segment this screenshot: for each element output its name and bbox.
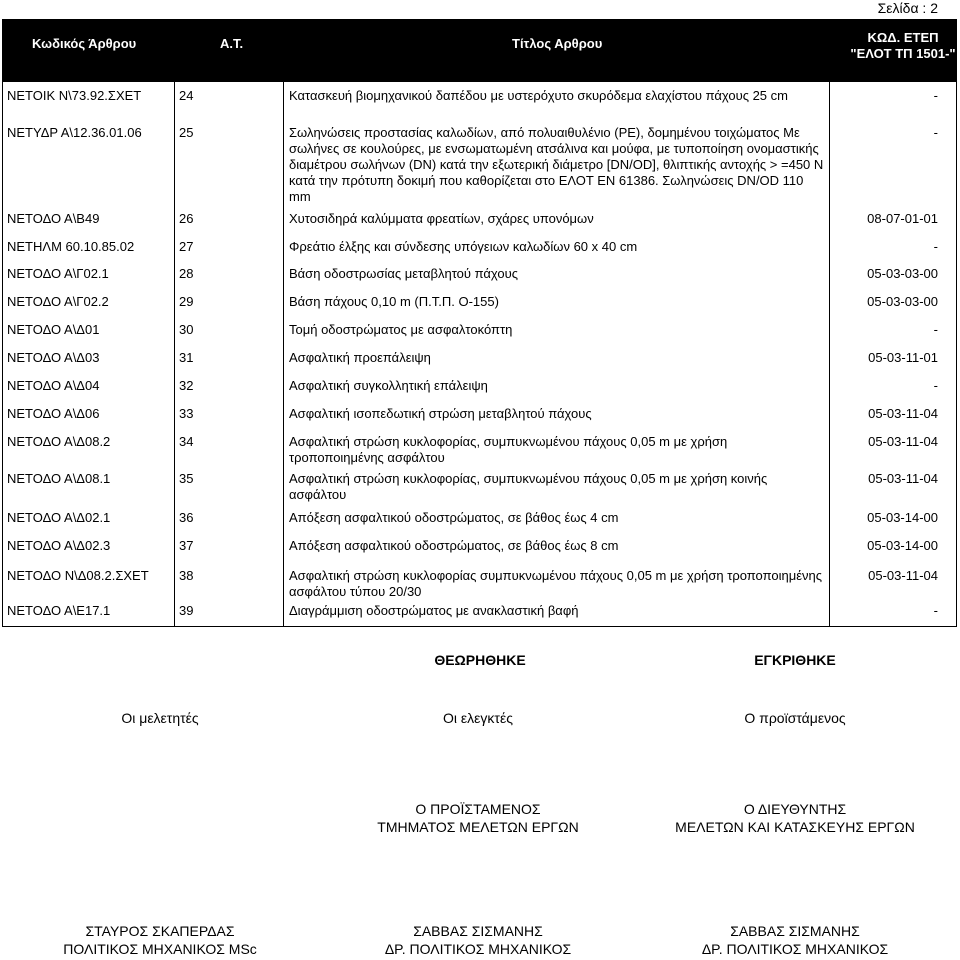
dept-head-line1: Ο ΠΡΟΪΣΤΑΜΕΝΟΣ: [415, 801, 541, 817]
person1-name: ΣΤΑΥΡΟΣ ΣΚΑΠΕΡΔΑΣ: [85, 923, 235, 939]
row-code: ΝΕΤΟΔΟ Α\Δ02.1: [7, 510, 111, 525]
row-ked: -: [933, 603, 938, 618]
row-ked: 08-07-01-01: [867, 211, 938, 226]
row-ked: 05-03-14-00: [867, 510, 938, 525]
row-code: ΝΕΤΟΔΟ Α\Δ08.2: [7, 434, 111, 449]
person3-title: ΔΡ. ΠΟΛΙΤΙΚΟΣ ΜΗΧΑΝΙΚΟΣ: [701, 941, 889, 957]
row-at: 31: [179, 350, 194, 365]
column-divider: [283, 82, 284, 626]
row-title: Κατασκευή βιομηχανικού δαπέδου με υστερόχυτο σκυρόδεμα ελαχίστου πάχους 25 cm: [289, 88, 788, 103]
row-code: ΝΕΤΥΔΡ Α\12.36.01.06: [7, 125, 142, 140]
row-ked: 05-03-03-00: [867, 266, 938, 281]
header-title: Τίτλος Αρθρου: [512, 36, 603, 51]
header-ked-line2: "ΕΛΟΤ ΤΠ 1501-": [850, 46, 956, 62]
row-at: 28: [179, 266, 194, 281]
person1-block: [30, 922, 290, 958]
person2-block: [348, 922, 608, 958]
reviewed-label: ΘΕΩΡΗΘΗΚΕ: [434, 652, 526, 668]
row-title: Διαγράμμιση οδοστρώματος με ανακλαστική βαφή: [289, 603, 579, 618]
row-ked: -: [933, 125, 938, 140]
row-code: ΝΕΤΟΔΟ Α\Δ01: [7, 322, 100, 337]
dept-head-line2: ΤΜΗΜΑΤΟΣ ΜΕΛΕΤΩΝ ΕΡΓΩΝ: [377, 819, 579, 835]
row-ked: -: [933, 322, 938, 337]
row-code: ΝΕΤΟΔΟ Α\Δ03: [7, 350, 100, 365]
row-at: 27: [179, 239, 194, 254]
row-ked: -: [933, 378, 938, 393]
row-ked: -: [933, 88, 938, 103]
row-ked: 05-03-11-04: [868, 434, 938, 449]
row-at: 33: [179, 406, 194, 421]
row-at: 34: [179, 434, 194, 449]
row-title: Βάση πάχους 0,10 m (Π.Τ.Π. Ο-155): [289, 294, 499, 309]
row-code: ΝΕΤΟΔΟ Α\Δ02.3: [7, 538, 111, 553]
articles-table: [2, 82, 957, 627]
approved-label: ΕΓΚΡΙΘΗΚΕ: [754, 652, 836, 668]
person2-title: ΔΡ. ΠΟΛΙΤΙΚΟΣ ΜΗΧΑΝΙΚΟΣ: [384, 941, 572, 957]
header-code: Κωδικός Άρθρου: [32, 36, 137, 51]
row-code: ΝΕΤΟΔΟ Α\Δ06: [7, 406, 100, 421]
header-ked: [848, 30, 958, 63]
person1-title: ΠΟΛΙΤΙΚΟΣ ΜΗΧΑΝΙΚΟΣ MSc: [63, 941, 257, 957]
row-at: 24: [179, 88, 194, 103]
dept-head-block: [328, 800, 628, 836]
row-at: 30: [179, 322, 194, 337]
row-title: Απόξεση ασφαλτικού οδοστρώματος, σε βάθος έως 8 cm: [289, 538, 619, 553]
director-block: [640, 800, 950, 836]
row-code: ΝΕΤΟΙΚ Ν\73.92.ΣΧΕΤ: [7, 88, 142, 103]
row-at: 25: [179, 125, 194, 140]
row-title: Φρεάτιο έλξης και σύνδεσης υπόγειων καλωδίων 60 x 40 cm: [289, 239, 638, 254]
row-at: 38: [179, 568, 194, 583]
person2-name: ΣΑΒΒΑΣ ΣΙΣΜΑΝΗΣ: [413, 923, 543, 939]
row-code: ΝΕΤΟΔΟ Α\Γ02.1: [7, 266, 109, 281]
row-title: Ασφαλτική στρώση κυκλοφορίας, συμπυκνωμένου πάχους 0,05 m με χρήση τροποποιημένης ασφάλτου: [289, 434, 728, 465]
row-ked: -: [933, 239, 938, 254]
row-title: Ασφαλτική στρώση κυκλοφορίας, συμπυκνωμένου πάχους 0,05 m με χρήση κοινής ασφάλτου: [289, 471, 768, 502]
checkers-label: Οι ελεγκτές: [443, 710, 513, 726]
row-ked: 05-03-14-00: [867, 538, 938, 553]
row-title: Ασφαλτική συγκολλητική επάλειψη: [289, 378, 488, 393]
row-title: Ασφαλτική ισοπεδωτική στρώση μεταβλητού πάχους: [289, 406, 592, 421]
header-ked-line1: ΚΩΔ. ΕΤΕΠ: [867, 30, 939, 45]
row-code: ΝΕΤΟΔΟ Α\Ε17.1: [7, 603, 111, 618]
director-line1: Ο ΔΙΕΥΘΥΝΤΗΣ: [743, 801, 847, 817]
row-ked: 05-03-11-04: [868, 568, 938, 583]
row-code: ΝΕΤΟΔΟ Α\Δ08.1: [7, 471, 111, 486]
row-title: Τομή οδοστρώματος με ασφαλτοκόπτη: [289, 322, 513, 337]
row-title: Ασφαλτική στρώση κυκλοφορίας συμπυκνωμένου πάχους 0,05 m με χρήση τροποποιημένης ασφάλτου τύπου 20/30: [289, 568, 823, 599]
person3-block: [665, 922, 925, 958]
row-at: 36: [179, 510, 194, 525]
row-ked: 05-03-03-00: [867, 294, 938, 309]
column-divider: [829, 82, 830, 626]
row-ked: 05-03-11-04: [868, 406, 938, 421]
row-at: 29: [179, 294, 194, 309]
row-at: 32: [179, 378, 194, 393]
page-number: Σελίδα : 2: [877, 0, 938, 16]
row-code: ΝΕΤΟΔΟ Α\Δ04: [7, 378, 100, 393]
row-at: 35: [179, 471, 194, 486]
row-at: 26: [179, 211, 194, 226]
row-title: Απόξεση ασφαλτικού οδοστρώματος, σε βάθος έως 4 cm: [289, 510, 619, 525]
row-at: 37: [179, 538, 194, 553]
row-code: ΝΕΤΟΔΟ Α\Β49: [7, 211, 100, 226]
designers-label: Οι μελετητές: [121, 710, 199, 726]
row-title: Χυτοσιδηρά καλύμματα φρεατίων, σχάρες υπονόμων: [289, 211, 594, 226]
header-at: Α.Τ.: [220, 36, 244, 51]
head-label: Ο προϊστάμενος: [744, 710, 846, 726]
row-title: Ασφαλτική προεπάλειψη: [289, 350, 431, 365]
row-ked: 05-03-11-04: [868, 471, 938, 486]
table-header: [2, 19, 957, 82]
row-title: Σωληνώσεις προστασίας καλωδίων, από πολυαιθυλένιο (ΡΕ), δομημένου τοιχώματος Με σωλήνες σε κουλούρες, με ενσωματωμένη ατσάλινα και μούφα, με τυποποίηση ονομαστικής διαμέτρου σωλήνων (DN) κατά την εξωτερική διάμετρο [DN/OD], θλιπτικής αντοχής > =450 Ν κατά την πρότυπη δοκιμή που καθορίζεται στο ΕΛΟΤ ΕΝ 61386. Σωληνώσεις DN/OD 110 mm: [289, 125, 824, 204]
person3-name: ΣΑΒΒΑΣ ΣΙΣΜΑΝΗΣ: [730, 923, 860, 939]
row-title: Βάση οδοστρωσίας μεταβλητού πάχους: [289, 266, 518, 281]
row-ked: 05-03-11-01: [868, 350, 938, 365]
column-divider: [174, 82, 175, 626]
row-code: ΝΕΤΗΛΜ 60.10.85.02: [7, 239, 135, 254]
row-at: 39: [179, 603, 194, 618]
director-line2: ΜΕΛΕΤΩΝ ΚΑΙ ΚΑΤΑΣΚΕΥΗΣ ΕΡΓΩΝ: [675, 819, 915, 835]
row-code: ΝΕΤΟΔΟ Ν\Δ08.2.ΣΧΕΤ: [7, 568, 149, 583]
row-code: ΝΕΤΟΔΟ Α\Γ02.2: [7, 294, 109, 309]
